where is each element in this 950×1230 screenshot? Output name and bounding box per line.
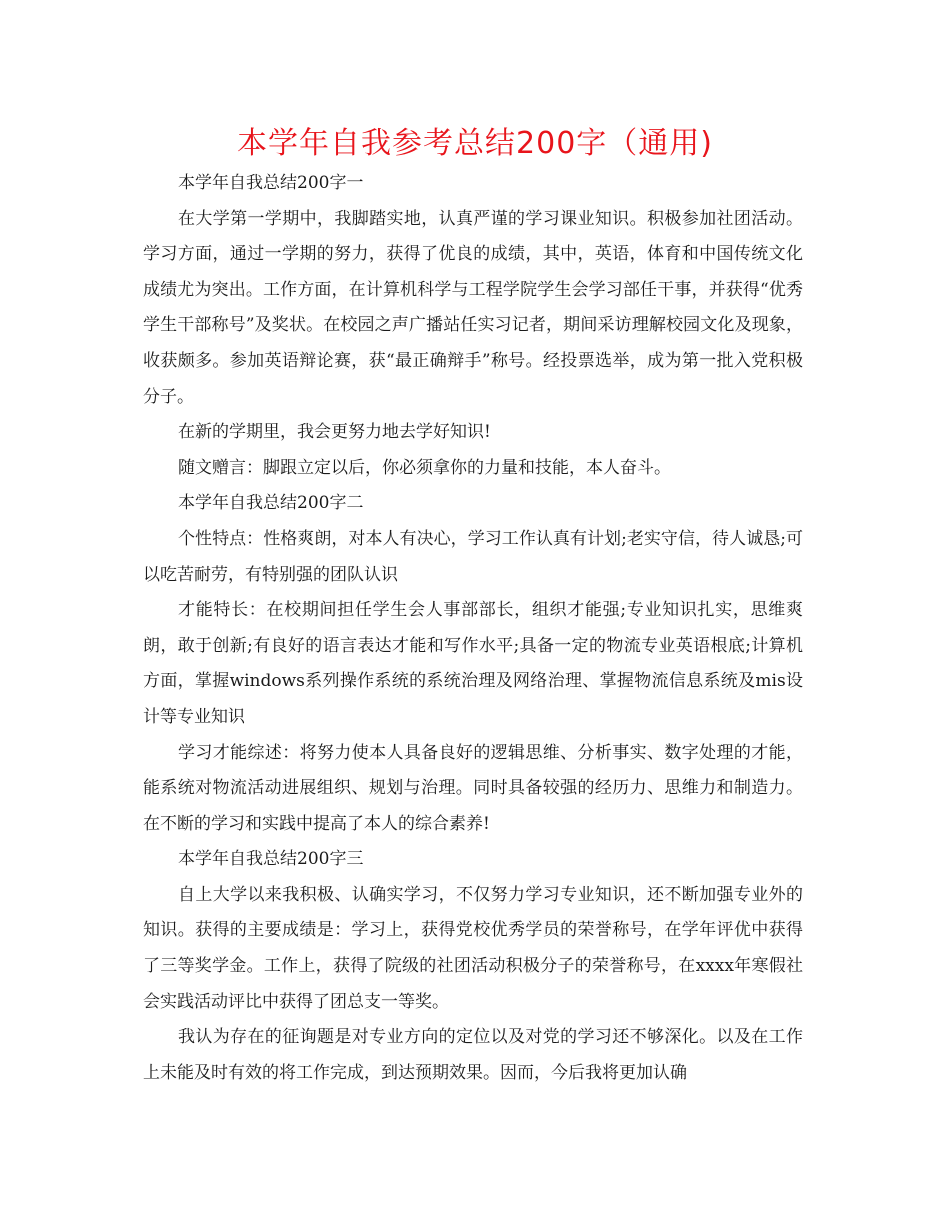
paragraph: 在大学第一学期中，我脚踏实地，认真严谨的学习课业知识。积极参加社团活动。学习方面，通过一学期的努力，获得了优良的成绩，其中，英语，体育和中国传统文化成绩尤为突出。工作方面，在计算机科学与工程学院学生会学习部任干事，并获得“优秀学生干部称号”及奖状。在校园之声广播站任实习记者，期间采访理解校园文化及现象，收获颇多。参加英语辩论赛，获“最正确辩手”称号。经投票选举，成为第一批入党积极分子。: [143, 208, 803, 407]
paragraph: 我认为存在的征询题是对专业方向的定位以及对党的学习还不够深化。以及在工作上未能及时有效的将工作完成，到达预期效果。因而，今后我将更加认确: [143, 1027, 803, 1083]
section-heading-2: 本学年自我总结200字二: [178, 493, 364, 514]
paragraph: 才能特长：在校期间担任学生会人事部部长，组织才能强;专业知识扎实，思维爽朗，敢于创新;有良好的语言表达才能和写作水平;具备一定的物流专业英语根底;计算机方面，掌握windows系列操作系统的系统治理及网络治理、掌握物流信息系统及mis设计等专业知识: [143, 600, 803, 727]
paragraph: 个性特点：性格爽朗，对本人有决心，学习工作认真有计划;老实守信，待人诚恳;可以吃苦耐劳，有特别强的团队认识: [143, 528, 803, 585]
paragraph: 学习才能综述：将努力使本人具备良好的逻辑思维、分析事实、数字处理的才能，能系统对物流活动进展组织、规划与治理。同时具备较强的经历力、思维力和制造力。在不断的学习和实践中提高了本人的综合素养!: [143, 742, 803, 834]
document-body: [143, 166, 803, 1091]
section-heading-1: 本学年自我总结200字一: [178, 173, 364, 193]
paragraph: 在新的学期里，我会更努力地去学好知识!: [178, 422, 491, 443]
paragraph: 自上大学以来我积极、认确实学习，不仅努力学习专业知识，还不断加强专业外的知识。获得的主要成绩是：学习上，获得党校优秀学员的荣誉称号，在学年评优中获得了三等奖学金。工作上，获得了院级的社团活动积极分子的荣誉称号，在xxxx年寒假社会实践活动评比中获得了团总支一等奖。: [143, 884, 803, 1012]
section-heading-3: 本学年自我总结200字三: [178, 849, 364, 870]
document-title: 本学年自我参考总结200字（通用): [237, 126, 713, 161]
paragraph: 随文赠言：脚跟立定以后，你必须拿你的力量和技能，本人奋斗。: [178, 457, 671, 478]
